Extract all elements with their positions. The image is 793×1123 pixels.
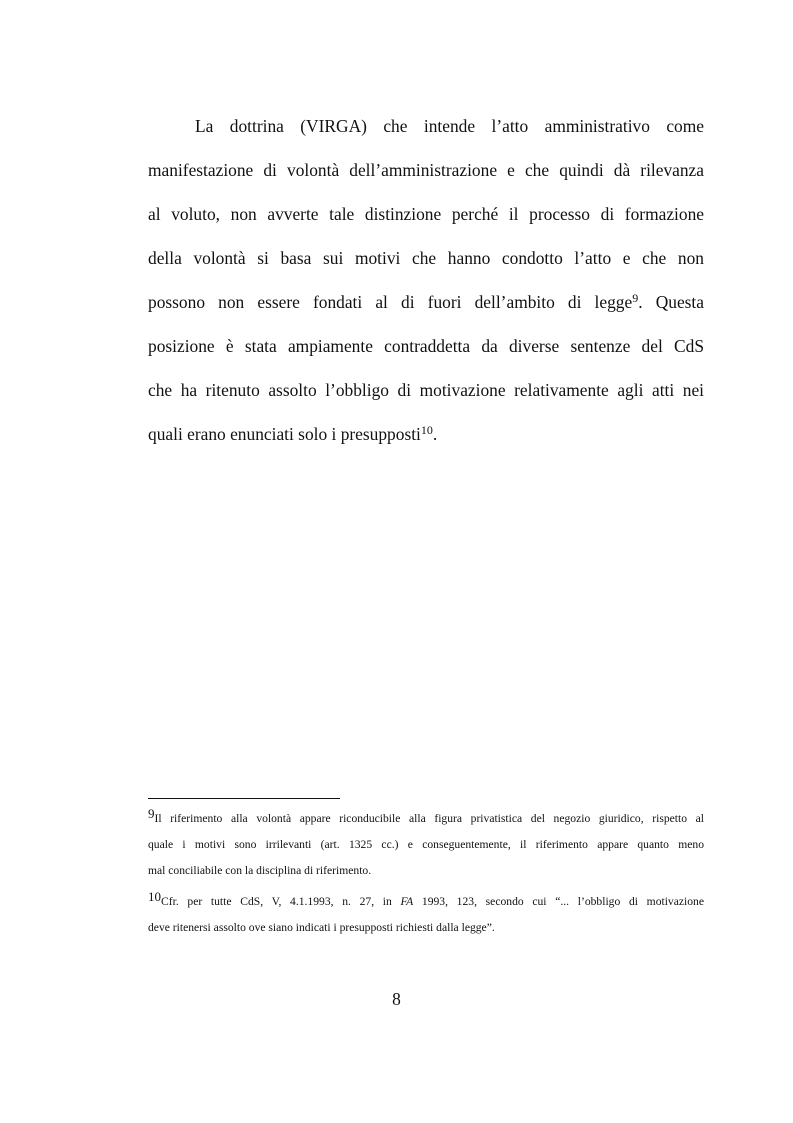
main-paragraph <box>148 104 704 456</box>
footnote-ref-9[interactable]: 9 <box>632 291 639 305</box>
line-text: quali erano enunciati solo i presupposti <box>148 424 421 444</box>
footnote-line <box>148 806 704 832</box>
line-text: . Questa <box>638 292 704 312</box>
line-text: . <box>432 424 438 444</box>
paragraph-line: posizione è stata ampiamente contraddetta da diverse sentenze del CdS <box>148 336 704 356</box>
footnote-ref-10[interactable]: 10 <box>420 423 433 437</box>
footnote-number: 10 <box>148 889 161 904</box>
footnote-text: Cfr. per tutte CdS, V, 4.1.1993, n. 27, in <box>161 895 401 908</box>
footnote-text: Il riferimento alla volontà appare riconducibile alla figura privatistica del negozio giuridico, rispetto al <box>154 812 704 825</box>
footnote-9 <box>148 806 704 884</box>
paragraph-line: della volontà si basa sui motivi che hanno condotto l’atto e che non <box>148 248 704 268</box>
line-text: possono non essere fondati al di fuori dell’ambito di legge <box>148 292 633 312</box>
page-number: 8 <box>392 989 401 1009</box>
paragraph-line: che ha ritenuto assolto l’obbligo di motivazione relativamente agli atti nei <box>148 380 704 400</box>
footnote-line: mal conciliabile con la disciplina di riferimento. <box>148 864 372 877</box>
footnote-separator <box>148 798 340 799</box>
footnote-number: 9 <box>148 806 155 821</box>
paragraph-line: manifestazione di volontà dell’amministrazione e che quindi dà rilevanza <box>148 160 704 180</box>
paragraph-line <box>148 280 704 324</box>
footnote-line <box>148 889 704 915</box>
footnote-line: deve ritenersi assolto ove siano indicati i presupposti richiesti dalla legge”. <box>148 921 495 934</box>
paragraph-line <box>148 412 704 456</box>
paragraph-line: La dottrina (VIRGA) che intende l’atto amministrativo come <box>195 116 704 136</box>
footnotes <box>148 806 704 941</box>
footnote-10 <box>148 889 704 941</box>
journal-abbreviation: FA <box>400 895 414 908</box>
paragraph-line: al voluto, non avverte tale distinzione perché il processo di formazione <box>148 204 704 224</box>
footnote-text: 1993, 123, secondo cui “... l’obbligo di motivazione <box>413 895 704 908</box>
footnote-line: quale i motivi sono irrilevanti (art. 1325 cc.) e conseguentemente, il riferimento appare quanto meno <box>148 838 704 851</box>
